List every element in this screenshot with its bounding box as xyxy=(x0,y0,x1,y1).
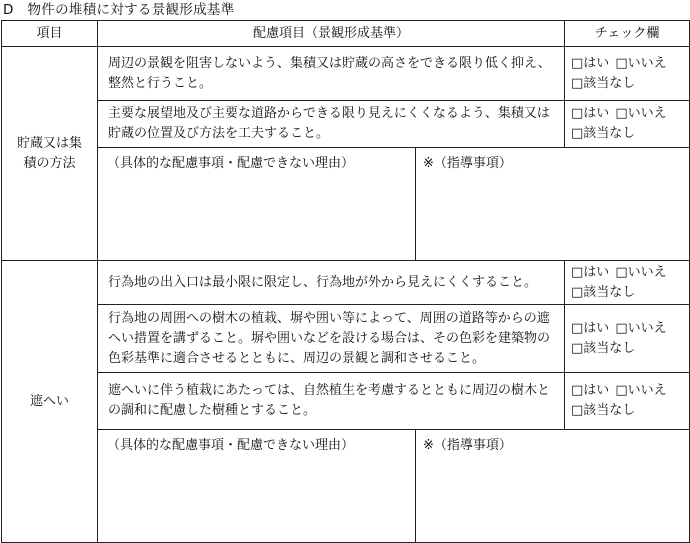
criteria-table xyxy=(1,20,690,543)
check-cell xyxy=(565,305,690,373)
item-label: 貯蔵又は集積の方法 xyxy=(16,135,82,171)
header-check: チェック欄 xyxy=(565,21,690,47)
checkbox-no[interactable]: □いいえ xyxy=(615,106,667,121)
check-cell xyxy=(565,373,690,430)
table-row xyxy=(2,305,690,373)
checkbox-na[interactable]: □該当なし xyxy=(571,284,636,300)
checkbox-yes[interactable]: □はい xyxy=(571,55,610,71)
section-heading: D 物件の堆積に対する景観形成基準 xyxy=(3,2,235,18)
table-row xyxy=(2,148,690,261)
criteria-text: 周辺の景観を阻害しないよう、集積又は貯蔵の高さをできる限り低く抑え、整然と行うこと。 xyxy=(98,47,565,101)
criteria-text: 主要な展望地及び主要な道路からできる限り見えにくくなるよう、集積又は貯蔵の位置及び方法を工夫すること。 xyxy=(98,101,565,148)
checkbox-na[interactable]: □該当なし xyxy=(571,126,636,141)
checkbox-yes[interactable]: □はい xyxy=(571,383,610,398)
note-guidance[interactable]: ※（指導事項） xyxy=(416,148,690,261)
checkbox-no[interactable]: □いいえ xyxy=(615,320,667,336)
checkbox-yes[interactable]: □はい xyxy=(571,264,610,280)
table-row xyxy=(2,101,690,148)
checkbox-yes[interactable]: □はい xyxy=(571,106,610,121)
table-row xyxy=(2,430,690,543)
check-cell xyxy=(565,261,690,305)
checkbox-na[interactable]: □該当なし xyxy=(571,75,636,91)
header-item: 項目 xyxy=(2,21,98,47)
item-screening xyxy=(2,261,98,543)
item-storage-method xyxy=(2,47,98,261)
criteria-text: 遮へいに伴う植栽にあたっては、自然植生を考慮するとともに周辺の樹木との調和に配慮した樹種とすること。 xyxy=(98,373,565,430)
header-criteria: 配慮項目（景観形成基準） xyxy=(98,21,565,47)
checkbox-na[interactable]: □該当なし xyxy=(571,403,636,418)
table-header-row xyxy=(2,21,690,47)
checkbox-no[interactable]: □いいえ xyxy=(615,264,667,280)
checkbox-na[interactable]: □該当なし xyxy=(571,340,636,356)
checkbox-yes[interactable]: □はい xyxy=(571,320,610,336)
note-specific-reasons[interactable]: （具体的な配慮事項・配慮できない理由） xyxy=(98,430,416,543)
table-row xyxy=(2,261,690,305)
table-row xyxy=(2,373,690,430)
checkbox-no[interactable]: □いいえ xyxy=(615,383,667,398)
check-cell xyxy=(565,47,690,101)
table-row xyxy=(2,47,690,101)
check-cell xyxy=(565,101,690,148)
note-specific-reasons[interactable]: （具体的な配慮事項・配慮できない理由） xyxy=(98,148,416,261)
checkbox-no[interactable]: □いいえ xyxy=(615,55,667,71)
criteria-text: 行為地の出入口は最小限に限定し、行為地が外から見えにくくすること。 xyxy=(98,261,565,305)
criteria-text: 行為地の周囲への樹木の植栽、塀や囲い等によって、周囲の道路等からの遮へい措置を講ずること。塀や囲いなどを設ける場合は、その色彩を建築物の色彩基準に適合させるとともに、周辺の景観と調和させること。 xyxy=(98,305,565,373)
item-label: 遮へい xyxy=(29,393,69,409)
note-guidance[interactable]: ※（指導事項） xyxy=(416,430,690,543)
